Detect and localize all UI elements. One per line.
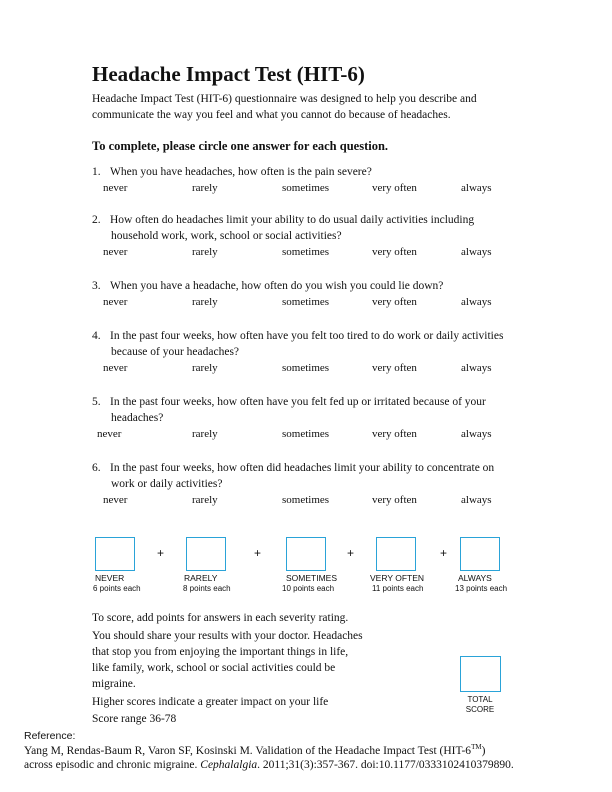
q4-option-always[interactable]: always bbox=[461, 362, 492, 374]
rarely-category-label: RARELY bbox=[184, 573, 218, 583]
plus-sign: + bbox=[254, 546, 262, 560]
q2-option-always[interactable]: always bbox=[461, 246, 492, 258]
question-text: When you have headaches, how often is the pain severe? bbox=[110, 166, 372, 178]
reference-line-2-text: across episodic and chronic migraine. bbox=[24, 759, 201, 771]
q5-option-always[interactable]: always bbox=[461, 428, 492, 440]
total-score-box[interactable] bbox=[460, 656, 501, 692]
q6-option-sometimes[interactable]: sometimes bbox=[282, 494, 330, 506]
q5-option-sometimes[interactable]: sometimes bbox=[282, 428, 330, 440]
q5-option-never[interactable]: never bbox=[97, 428, 122, 440]
sometimes-category-label: SOMETIMES bbox=[286, 573, 338, 583]
journal-name: Cephalalgia bbox=[200, 759, 258, 771]
q1-option-very-often[interactable]: very often bbox=[372, 182, 417, 194]
question-number: 6. bbox=[92, 462, 101, 474]
always-points-label: 13 points each bbox=[455, 584, 508, 593]
question-text: In the past four weeks, how often have you felt fed up or irritated because of your bbox=[110, 396, 486, 408]
sometimes-points-label: 10 points each bbox=[282, 584, 335, 593]
q2-option-very-often[interactable]: very often bbox=[372, 246, 417, 258]
q3-option-always[interactable]: always bbox=[461, 296, 492, 308]
q6-option-rarely[interactable]: rarely bbox=[192, 494, 218, 506]
q1-option-rarely[interactable]: rarely bbox=[192, 182, 218, 194]
plus-sign: + bbox=[157, 546, 165, 560]
rarely-score-box[interactable] bbox=[186, 537, 226, 571]
q3-option-never[interactable]: never bbox=[103, 296, 128, 308]
q5-option-rarely[interactable]: rarely bbox=[192, 428, 218, 440]
q6-option-very-often[interactable]: very often bbox=[372, 494, 417, 506]
q4-option-sometimes[interactable]: sometimes bbox=[282, 362, 330, 374]
reference-line-1 bbox=[24, 743, 485, 757]
q2-option-never[interactable]: never bbox=[103, 246, 128, 258]
question-text: In the past four weeks, how often did headaches limit your ability to concentrate on bbox=[110, 462, 495, 474]
q3-option-rarely[interactable]: rarely bbox=[192, 296, 218, 308]
very-often-points-label: 11 points each bbox=[372, 584, 424, 593]
total-label-line-1: TOTAL bbox=[467, 695, 493, 704]
score-range: Score range 36-78 bbox=[92, 713, 177, 725]
question-1 bbox=[92, 166, 372, 178]
total-label-line-2: SCORE bbox=[465, 705, 495, 714]
question-text: How often do headaches limit your ability to do usual daily activities including bbox=[110, 214, 475, 226]
q1-option-always[interactable]: always bbox=[461, 182, 492, 194]
q3-option-sometimes[interactable]: sometimes bbox=[282, 296, 330, 308]
total-score-label bbox=[450, 695, 510, 715]
instruction: To complete, please circle one answer for each question. bbox=[92, 139, 389, 153]
q4-option-rarely[interactable]: rarely bbox=[192, 362, 218, 374]
question-3 bbox=[92, 280, 443, 292]
question-5 bbox=[92, 396, 486, 408]
very-often-score-box[interactable] bbox=[376, 537, 416, 571]
q3-option-very-often[interactable]: very often bbox=[372, 296, 417, 308]
never-points-label: 6 points each bbox=[93, 584, 141, 593]
question-number: 5. bbox=[92, 396, 101, 408]
question-text: When you have a headache, how often do you wish you could lie down? bbox=[110, 280, 444, 292]
never-category-label: NEVER bbox=[95, 573, 125, 583]
page-title: Headache Impact Test (HIT-6) bbox=[92, 62, 365, 86]
never-score-box[interactable] bbox=[95, 537, 135, 571]
q1-option-never[interactable]: never bbox=[103, 182, 128, 194]
reference-line-2-citation: . 2011;31(3):357-367. doi:10.1177/0333102410379890. bbox=[257, 759, 514, 771]
always-score-box[interactable] bbox=[460, 537, 500, 571]
scoring-line-3: that stop you from enjoying the important things in life, bbox=[92, 646, 349, 658]
question-6-continuation: work or daily activities? bbox=[111, 478, 223, 490]
q6-option-never[interactable]: never bbox=[103, 494, 128, 506]
very-often-category-label: VERY OFTEN bbox=[370, 573, 425, 583]
question-4 bbox=[92, 330, 503, 342]
q2-option-sometimes[interactable]: sometimes bbox=[282, 246, 330, 258]
question-2-continuation: household work, work, school or social activities? bbox=[111, 230, 342, 242]
plus-sign: + bbox=[347, 546, 355, 560]
question-number: 3. bbox=[92, 280, 101, 292]
q5-option-very-often[interactable]: very often bbox=[372, 428, 417, 440]
question-number: 4. bbox=[92, 330, 101, 342]
question-number: 1. bbox=[92, 166, 101, 178]
q4-option-very-often[interactable]: very often bbox=[372, 362, 417, 374]
always-category-label: ALWAYS bbox=[458, 573, 492, 583]
scoring-line-6: Higher scores indicate a greater impact on your life bbox=[92, 696, 329, 708]
question-text: In the past four weeks, how often have you felt too tired to do work or daily activities bbox=[110, 330, 504, 342]
q1-option-sometimes[interactable]: sometimes bbox=[282, 182, 330, 194]
intro-line-2: communicate the way you feel and what you cannot do because of headaches. bbox=[92, 109, 451, 121]
rarely-points-label: 8 points each bbox=[183, 584, 231, 593]
trademark-superscript: TM bbox=[471, 743, 482, 751]
sometimes-score-box[interactable] bbox=[286, 537, 326, 571]
reference-line-1-text: Yang M, Rendas-Baum R, Varon SF, Kosinski M. Validation of the Headache Impact Test (HIT-6 bbox=[24, 744, 472, 757]
intro-line-1: Headache Impact Test (HIT-6) questionnaire was designed to help you describe and bbox=[92, 93, 477, 105]
q6-option-always[interactable]: always bbox=[461, 494, 492, 506]
q4-option-never[interactable]: never bbox=[103, 362, 128, 374]
scoring-line-1: To score, add points for answers in each severity rating. bbox=[92, 612, 349, 624]
plus-sign: + bbox=[440, 546, 448, 560]
question-4-continuation: because of your headaches? bbox=[111, 346, 240, 358]
question-2 bbox=[92, 214, 474, 226]
scoring-line-5: migraine. bbox=[92, 678, 136, 690]
question-5-continuation: headaches? bbox=[111, 412, 164, 424]
reference-line-2 bbox=[24, 759, 514, 771]
reference-line-1-close: ) bbox=[481, 744, 486, 757]
q2-option-rarely[interactable]: rarely bbox=[192, 246, 218, 258]
scoring-line-4: like family, work, school or social activities could be bbox=[92, 662, 336, 674]
reference-label: Reference: bbox=[24, 730, 76, 742]
question-6 bbox=[92, 462, 494, 474]
scoring-line-2: You should share your results with your doctor. Headaches bbox=[92, 630, 363, 642]
question-number: 2. bbox=[92, 214, 101, 226]
